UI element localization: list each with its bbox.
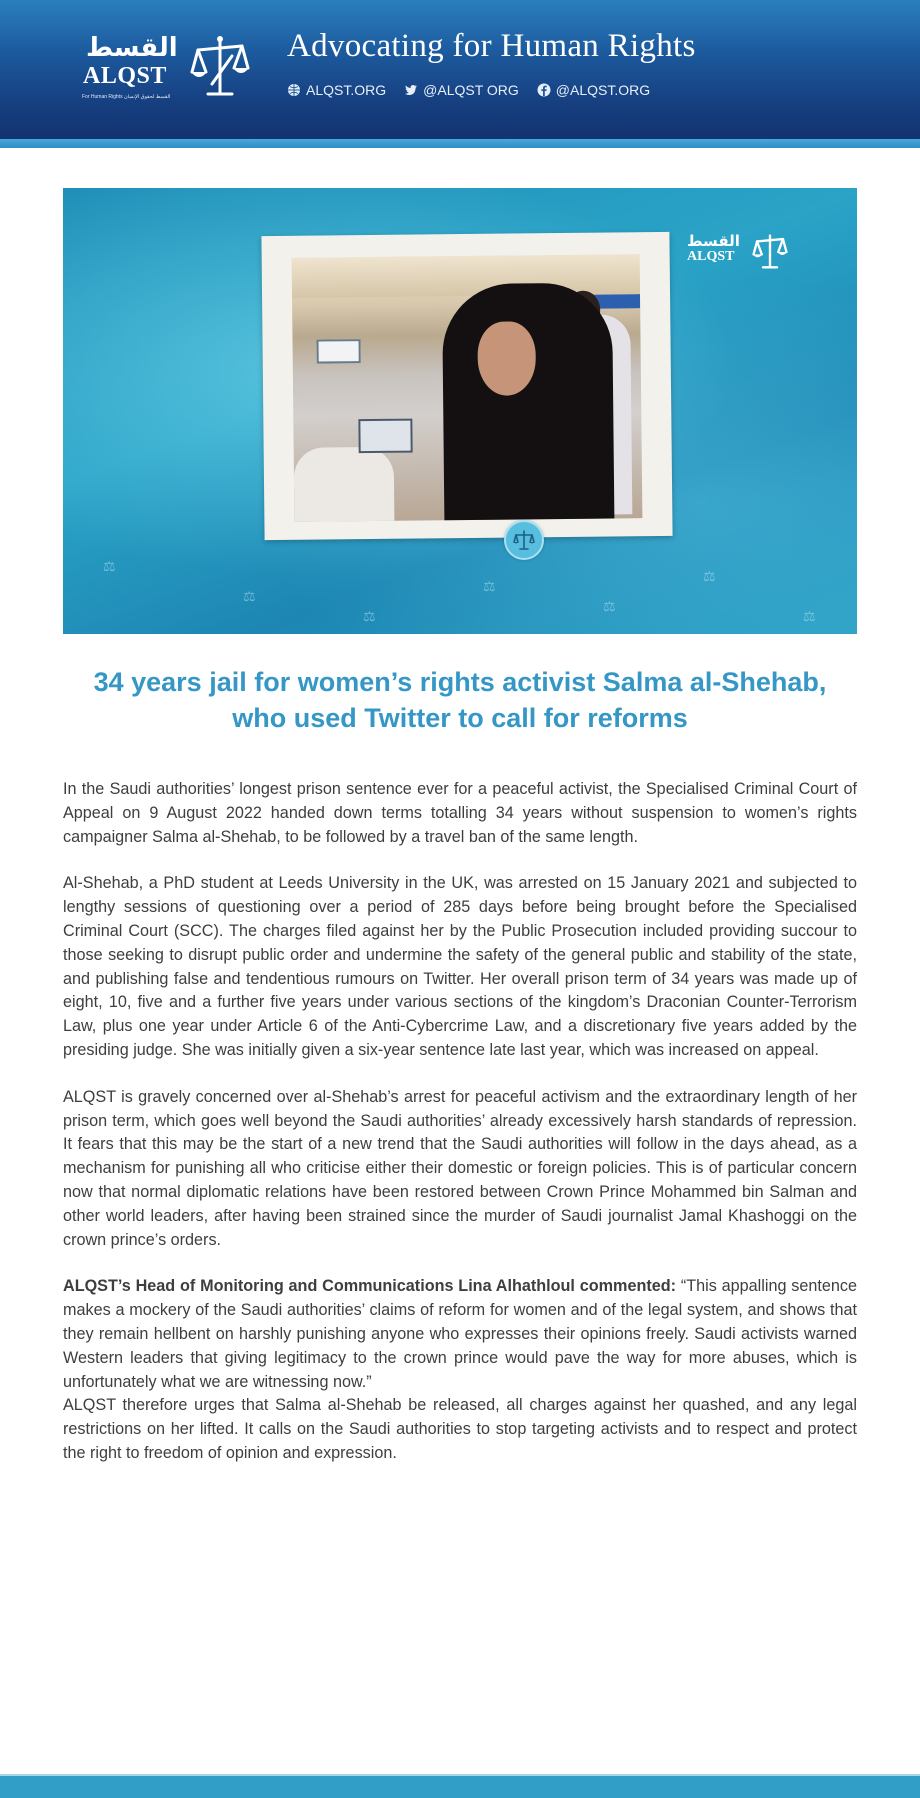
scales-of-justice-icon	[190, 34, 250, 102]
logo-arabic-text: القسط	[86, 33, 178, 63]
twitter-label: @ALQST ORG	[423, 82, 519, 98]
scales-badge	[504, 520, 544, 560]
header-banner	[0, 0, 920, 148]
paragraph-concern: ALQST is gravely concerned over al-Shehab’s arrest for peaceful activism and the extraordinary length of her prison term, which goes well beyond the Saudi authorities’ already excessively harsh standards of repression. It fears that this may be the start of a new trend that the Saudi authorities will follow in the days ahead, as a mechanism for punishing all who criticise either their domestic or foreign policies. This is of particular concern now that normal diplomatic relations have been restored between Crown Prince Mohammed bin Salman and other world leaders, after having been strained since the murder of Saudi journalist Jamal Khashoggi on the crown prince’s orders.	[63, 1087, 857, 1249]
facebook-icon	[537, 83, 551, 97]
scales-pattern-icon: ⚖	[363, 608, 376, 624]
twitter-icon	[404, 83, 418, 97]
quote-text: “This appalling sentence makes a mockery of the Saudi authorities’ claims of reform for women and of the legal system, and shows that they remain hellbent on harshly punishing anyone who expresses their opinions freely. Saudi activists warned Western leaders that giving legitimacy to the crown prince would pave the way for more abuses, which is unfortunately what we are witnessing now.”	[63, 1277, 857, 1391]
logo-english-text: ALQST	[83, 63, 167, 89]
alqst-logo[interactable]	[80, 34, 250, 106]
paragraph-quote	[63, 1275, 857, 1394]
facebook-label: @ALQST.ORG	[555, 82, 651, 98]
scales-of-justice-icon	[751, 232, 789, 272]
quote-attribution: ALQST’s Head of Monitoring and Communications Lina Alhathloul commented:	[63, 1277, 677, 1296]
photo-frame	[261, 232, 672, 540]
facebook-link[interactable]	[537, 82, 650, 98]
hero-logo-arabic: القسط	[687, 232, 740, 250]
paragraph-intro: In the Saudi authorities’ longest prison sentence ever for a peaceful activist, the Specialised Criminal Court of Appeal on 9 August 2022 handed down terms totalling 34 years without suspension to women’s rights campaigner Salma al-Shehab, to be followed by a travel ban of the same length.	[63, 780, 857, 846]
activist-photo	[292, 254, 643, 522]
hero-image	[63, 188, 857, 634]
scales-pattern-icon: ⚖	[243, 588, 256, 604]
social-links	[287, 82, 668, 98]
footer-bar	[0, 1774, 920, 1798]
hero-alqst-logo	[687, 232, 797, 274]
scales-pattern-icon: ⚖	[803, 608, 816, 624]
scales-pattern-icon: ⚖	[103, 558, 116, 574]
website-label: ALQST.ORG	[306, 82, 387, 98]
website-link[interactable]	[287, 82, 386, 98]
globe-icon	[287, 83, 301, 97]
article-headline: 34 years jail for women’s rights activist Salma al-Shehab, who used Twitter to call for reforms	[93, 667, 827, 733]
paragraph-arrest: Al-Shehab, a PhD student at Leeds University in the UK, was arrested on 15 January 2021 and subjected to lengthy sessions of questioning over a period of 285 days before being brought before the Specialised Criminal Court (SCC). The charges filed against her by the Public Prosecution included providing succour to those seeking to disrupt public order and undermine the safety of the general public and stability of the state, and publishing false and tendentious rumours on Twitter. Her overall prison term of 34 years was made up of eight, 10, five and a further five years under various sections of the kingdom’s Draconian Counter-Terrorism Law, plus one year under Article 6 of the Anti-Cybercrime Law, and a discretionary five years added by the presiding judge. She was initially given a six-year sentence late last year, which was increased on appeal.	[63, 874, 857, 1059]
twitter-link[interactable]	[404, 82, 519, 98]
scales-pattern-icon: ⚖	[703, 568, 716, 584]
scales-icon	[512, 528, 536, 552]
paragraph-closing: ALQST therefore urges that Salma al-Shehab be released, all charges against her quashed, and any legal restrictions on her lifted. It calls on the Saudi authorities to stop targeting activists and to respect and protect the right to freedom of opinion and expression.	[63, 1396, 857, 1462]
header-tagline: Advocating for Human Rights	[287, 28, 696, 64]
logo-subtitle: For Human Rights القسط لحقوق الإنسان	[82, 94, 171, 100]
hero-logo-english: ALQST	[687, 249, 735, 264]
article-body	[63, 778, 857, 1466]
scales-pattern-icon: ⚖	[603, 598, 616, 614]
scales-pattern-icon: ⚖	[483, 578, 496, 594]
